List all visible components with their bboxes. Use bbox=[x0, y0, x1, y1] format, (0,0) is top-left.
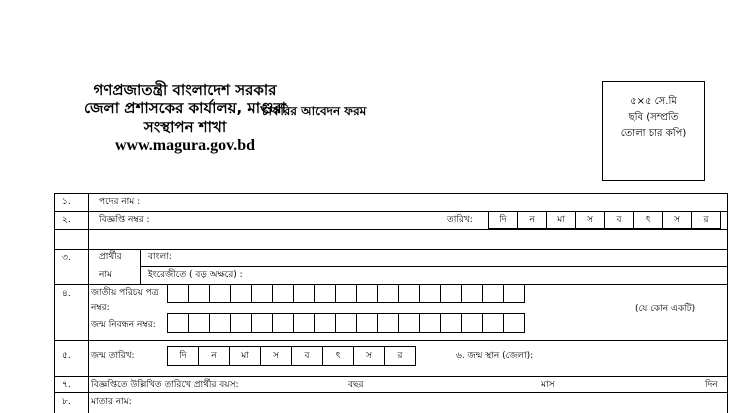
birth-reg-label: জন্ম নিবন্ধন নম্বর: bbox=[91, 320, 156, 330]
digit-box[interactable] bbox=[315, 314, 336, 333]
row-number-7: ৭. bbox=[62, 380, 71, 390]
age-day-label: দিন bbox=[705, 380, 718, 390]
mother-name-label: মাতার নাম: bbox=[91, 397, 132, 407]
digit-box[interactable] bbox=[189, 285, 210, 303]
date-cell[interactable]: মা bbox=[230, 347, 261, 366]
form-title: চাকরির আবেদন ফরম bbox=[262, 104, 367, 118]
digit-box[interactable] bbox=[336, 314, 357, 333]
date-cell[interactable]: দি bbox=[168, 347, 199, 366]
birthplace-label: ৬. জন্ম স্থান (জেলা): bbox=[456, 351, 534, 361]
digit-box[interactable] bbox=[441, 285, 462, 303]
date-cell[interactable]: মা bbox=[547, 212, 576, 229]
digit-box[interactable] bbox=[399, 285, 420, 303]
name-bangla-field[interactable]: বাংলা: bbox=[148, 252, 172, 262]
date-cell[interactable]: স bbox=[663, 212, 692, 229]
nid-label: জাতীয় পরিচয় পত্র bbox=[91, 288, 159, 298]
date-cell[interactable]: ৎ bbox=[323, 347, 354, 366]
website-url[interactable]: www.magura.gov.bd bbox=[114, 137, 256, 154]
row-number-8: ৮. bbox=[62, 397, 71, 407]
org-line-government: গণপ্রজাতন্ত্রী বাংলাদেশ সরকার bbox=[93, 81, 277, 99]
either-one-note: (যে কোন একটি) bbox=[635, 304, 696, 314]
digit-box[interactable] bbox=[210, 314, 231, 333]
date-cell[interactable]: ন bbox=[199, 347, 230, 366]
digit-box[interactable] bbox=[462, 314, 483, 333]
digit-box[interactable] bbox=[231, 285, 252, 303]
date-cell[interactable]: স bbox=[354, 347, 385, 366]
row-number-2: ২. bbox=[62, 215, 71, 225]
row-number-4: ৪. bbox=[62, 289, 71, 299]
digit-box[interactable] bbox=[168, 314, 189, 333]
digit-box[interactable] bbox=[252, 314, 273, 333]
age-year-label: বছর bbox=[348, 380, 364, 390]
digit-box[interactable] bbox=[210, 285, 231, 303]
row-number-3: ৩. bbox=[62, 253, 71, 263]
name-label: নাম bbox=[99, 270, 112, 280]
digit-box[interactable] bbox=[378, 285, 399, 303]
age-label: বিজ্ঞপ্তিতে উল্লিখিত তারিখে প্রার্থীর বয়স: bbox=[91, 380, 239, 390]
digit-box[interactable] bbox=[189, 314, 210, 333]
photo-size-text: ৫×৫ সে.মি bbox=[630, 96, 677, 107]
digit-box[interactable] bbox=[168, 285, 189, 303]
digit-box[interactable] bbox=[378, 314, 399, 333]
date-cell[interactable]: র bbox=[692, 212, 721, 229]
digit-box[interactable] bbox=[336, 285, 357, 303]
digit-box[interactable] bbox=[315, 285, 336, 303]
circular-date-label: তারিখ: bbox=[447, 215, 473, 225]
date-cell[interactable]: ন bbox=[518, 212, 547, 229]
digit-box[interactable] bbox=[504, 314, 525, 333]
digit-box[interactable] bbox=[420, 285, 441, 303]
date-cell[interactable]: ব bbox=[292, 347, 323, 366]
photo-caption-text: ছবি (সম্প্রতি bbox=[628, 112, 679, 123]
applicant-label: প্রার্থীর bbox=[99, 252, 122, 262]
digit-box[interactable] bbox=[399, 314, 420, 333]
date-cell[interactable]: র bbox=[385, 347, 416, 366]
digit-box[interactable] bbox=[504, 285, 525, 303]
digit-box[interactable] bbox=[483, 285, 504, 303]
digit-box[interactable] bbox=[462, 285, 483, 303]
org-line-office: জেলা প্রশাসকের কার্যালয়, মাগুরা bbox=[84, 99, 286, 117]
digit-box[interactable] bbox=[357, 285, 378, 303]
org-line-section: সংস্থাপন শাখা bbox=[143, 118, 227, 136]
digit-box[interactable] bbox=[273, 285, 294, 303]
birth-date-grid[interactable] bbox=[167, 346, 416, 366]
digit-box[interactable] bbox=[252, 285, 273, 303]
digit-box[interactable] bbox=[273, 314, 294, 333]
application-form-table bbox=[54, 193, 728, 413]
photo-box bbox=[602, 81, 705, 181]
digit-box[interactable] bbox=[483, 314, 504, 333]
name-english-field[interactable]: ইংরেজীতে ( বড় অক্ষরে) : bbox=[148, 270, 243, 280]
row-number-1: ১. bbox=[62, 197, 71, 207]
circular-date-grid[interactable] bbox=[488, 211, 721, 229]
date-cell[interactable]: ব bbox=[605, 212, 634, 229]
digit-box[interactable] bbox=[441, 314, 462, 333]
nid-number-label: নম্বর: bbox=[91, 303, 110, 313]
circular-number-label: বিজ্ঞপ্তি নম্বর : bbox=[99, 215, 150, 225]
photo-copies-text: তোলা চার কপি) bbox=[620, 128, 687, 139]
date-cell[interactable]: ৎ bbox=[634, 212, 663, 229]
digit-box[interactable] bbox=[357, 314, 378, 333]
post-name-label: পদের নাম : bbox=[99, 197, 141, 207]
nid-number-grid[interactable] bbox=[167, 284, 525, 303]
digit-box[interactable] bbox=[294, 285, 315, 303]
row-number-5: ৫. bbox=[62, 351, 71, 361]
age-month-label: মাস bbox=[541, 380, 555, 390]
birth-reg-number-grid[interactable] bbox=[167, 313, 525, 333]
birth-date-label: জন্ম তারিখ: bbox=[91, 351, 135, 361]
date-cell[interactable]: দি bbox=[489, 212, 518, 229]
digit-box[interactable] bbox=[294, 314, 315, 333]
digit-box[interactable] bbox=[420, 314, 441, 333]
digit-box[interactable] bbox=[231, 314, 252, 333]
date-cell[interactable]: স bbox=[261, 347, 292, 366]
date-cell[interactable]: স bbox=[576, 212, 605, 229]
